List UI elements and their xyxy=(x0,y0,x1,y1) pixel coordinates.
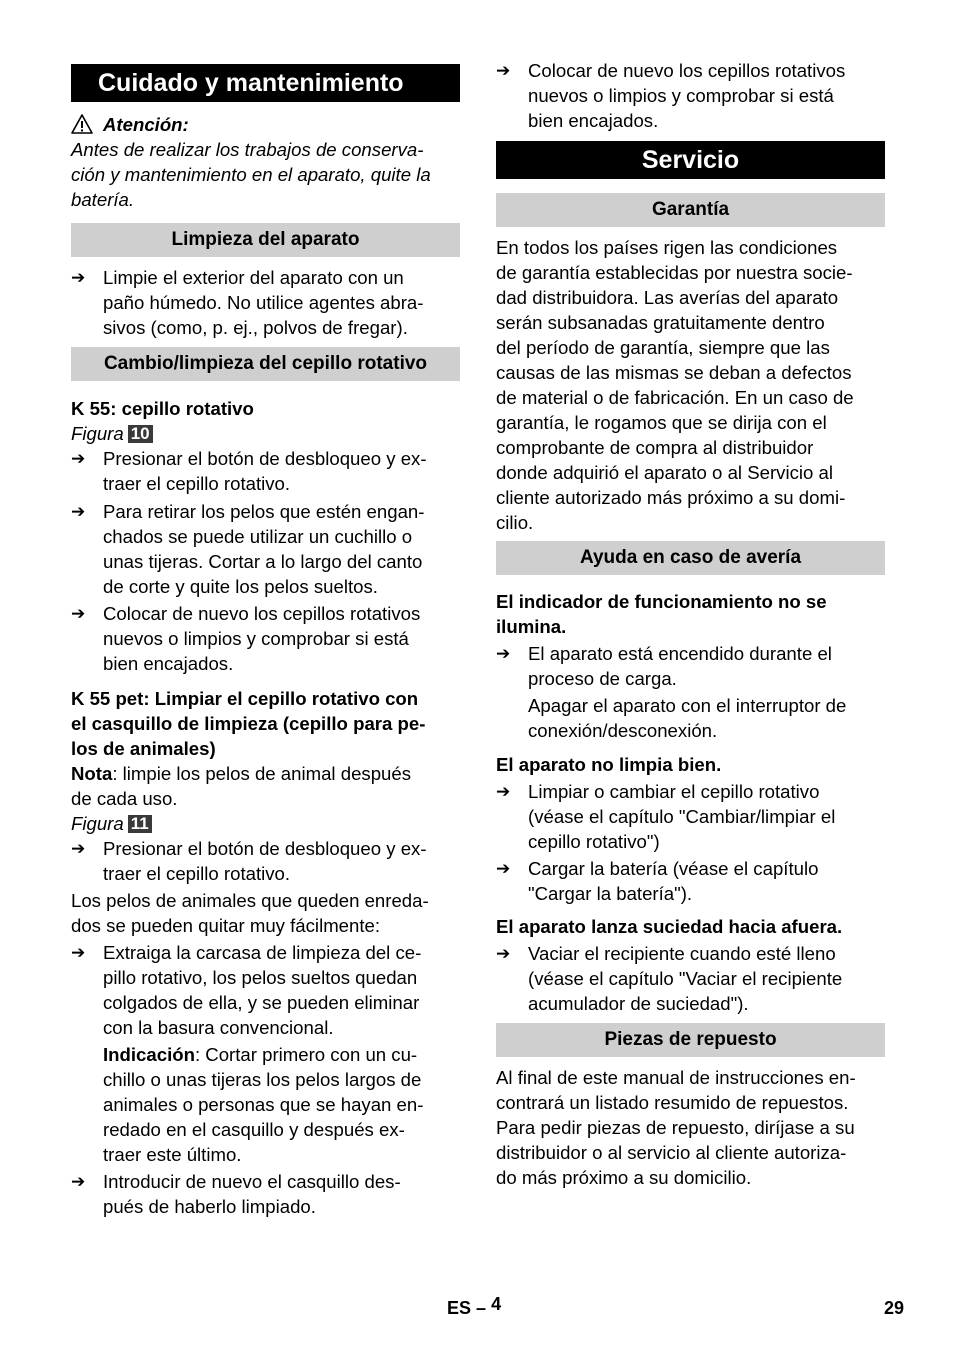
k55-section xyxy=(71,396,460,676)
list-item: ➔ El aparato está encendido durante el proceso de carga. Apagar el aparato con el interruptor de conexión/desconexión. xyxy=(496,641,885,743)
list-item: ➔ Cargar la batería (véase el capítulo "Cargar la batería"). xyxy=(496,858,819,904)
list-item: ➔ Colocar de nuevo los cepillos rotativos nuevos o limpios y comprobar si está bien encajados. xyxy=(71,603,421,674)
list-item: ➔ Limpiar o cambiar el cepillo rotativo (véase el capítulo "Cambiar/limpiar el cepillo rotativo") xyxy=(496,781,836,852)
heading-garantia: Garantía xyxy=(496,193,885,227)
attention-notice xyxy=(71,112,460,212)
page-number: 29 xyxy=(884,1298,905,1318)
list-item-colocar: ➔ Colocar de nuevo los cepillos rotativos nuevos o limpios y comprobar si está bien encajados. xyxy=(496,60,846,131)
no-limpia-heading: El aparato no limpia bien. xyxy=(496,754,722,775)
list-item: ➔ Presionar el botón de desbloqueo y ex- traer el cepillo rotativo. xyxy=(71,838,427,884)
arrow-icon: ➔ xyxy=(71,839,86,858)
section-title-servicio: Servicio xyxy=(496,141,885,179)
arrow-icon: ➔ xyxy=(496,782,511,801)
list-item: ➔ Extraiga la carcasa de limpieza del ce- pillo rotativo, los pelos sueltos quedan colgados de ella, y se pueden eliminar con la basura convencional. Indicación: Cortar primero con un cu- chillo o unas tijeras los pelos largos de animales o personas que se hayan en- redado en el casquillo y después ex- traer este último. xyxy=(71,940,460,1167)
figure-ref-10: Figura 10 xyxy=(71,421,460,446)
arrow-icon: ➔ xyxy=(71,502,86,521)
k55-pet-section xyxy=(71,686,460,1219)
k55-heading: K 55: cepillo rotativo xyxy=(71,398,254,419)
heading-piezas: Piezas de repuesto xyxy=(496,1023,885,1057)
arrow-icon: ➔ xyxy=(496,644,511,663)
figure-number-badge: 10 xyxy=(128,425,153,443)
troubleshooting-no-limpia xyxy=(496,752,885,906)
footer-section-ref: ES – 4 xyxy=(447,1294,502,1318)
arrow-icon: ➔ xyxy=(71,1172,86,1191)
arrow-icon: ➔ xyxy=(496,859,511,878)
warning-icon xyxy=(71,114,93,134)
pet-paragraph: Los pelos de animales que queden enreda- dos se pueden quitar muy fácilmente: xyxy=(71,890,429,936)
list-item-limpieza: ➔ Limpie el exterior del aparato con un paño húmedo. No utilice agentes abra- sivos (como, p. ej., polvos de fregar). xyxy=(71,267,424,338)
heading-cambio: Cambio/limpieza del cepillo rotativo xyxy=(71,347,460,381)
arrow-icon: ➔ xyxy=(71,449,86,468)
attention-label: Atención: xyxy=(103,114,189,135)
heading-limpieza: Limpieza del aparato xyxy=(71,223,460,257)
lanza-heading: El aparato lanza suciedad hacia afuera. xyxy=(496,916,843,937)
arrow-icon: ➔ xyxy=(71,943,86,962)
list-item: ➔ Presionar el botón de desbloqueo y ex- traer el cepillo rotativo. xyxy=(71,448,427,494)
figure-number-badge: 11 xyxy=(128,815,152,833)
indicator-heading: El indicador de funcionamiento no se ilumina. xyxy=(496,591,827,637)
piezas-paragraph: Al final de este manual de instrucciones en- contrará un listado resumido de repuestos. Para pedir piezas de repuesto, diríjase a su distribuidor o al servicio al cliente autoriza- do más próximo a su domicilio. xyxy=(496,1067,856,1188)
garantia-paragraph: En todos los países rigen las condiciones de garantía establecidas por nuestra socie- dad distribuidora. Las averías del aparato serán subsanadas gratuitamente dentro del período de garantía, siempre que las causas de las mismas se deban a defectos de material o de fabricación. En un caso de garantía, le rogamos que se dirija con el comprobante de compra al distribuidor donde adquirió el aparato o al Servicio al cliente autorizado más próximo a su domi- cilio. xyxy=(496,237,854,533)
section-title-cuidado: Cuidado y mantenimiento xyxy=(71,64,460,102)
arrow-icon: ➔ xyxy=(71,604,86,623)
list-item: ➔ Vaciar el recipiente cuando esté lleno (véase el capítulo "Vaciar el recipiente acumulador de suciedad"). xyxy=(496,943,843,1014)
indicacion-note: Indicación: Cortar primero con un cu- chillo o unas tijeras los pelos largos de animales o personas que se hayan en- redado en el casquillo y después ex- traer este último. xyxy=(103,1044,424,1165)
heading-ayuda: Ayuda en caso de avería xyxy=(496,541,885,575)
troubleshooting-lanza xyxy=(496,914,885,1016)
troubleshooting-indicator xyxy=(496,589,885,743)
list-item: ➔ Introducir de nuevo el casquillo des- pués de haberlo limpiado. xyxy=(71,1171,401,1217)
figure-ref-11: Figura 11 xyxy=(71,811,460,836)
arrow-icon: ➔ xyxy=(71,268,86,287)
attention-text: Antes de realizar los trabajos de conserva- ción y mantenimiento en el aparato, quite la batería. xyxy=(71,139,431,210)
k55-pet-heading: K 55 pet: Limpiar el cepillo rotativo con el casquillo de limpieza (cepillo para pe- los de animales) xyxy=(71,688,426,759)
nota-paragraph: Nota: limpie los pelos de animal después de cada uso. xyxy=(71,763,412,809)
arrow-icon: ➔ xyxy=(496,61,511,80)
arrow-icon: ➔ xyxy=(496,944,511,963)
indicator-remedy: Apagar el aparato con el interruptor de conexión/desconexión. xyxy=(528,695,847,741)
list-item: ➔ Para retirar los pelos que estén engan- chados se puede utilizar un cuchillo o unas tijeras. Cortar a lo largo del canto de corte y quite los pelos sueltos. xyxy=(71,501,425,597)
